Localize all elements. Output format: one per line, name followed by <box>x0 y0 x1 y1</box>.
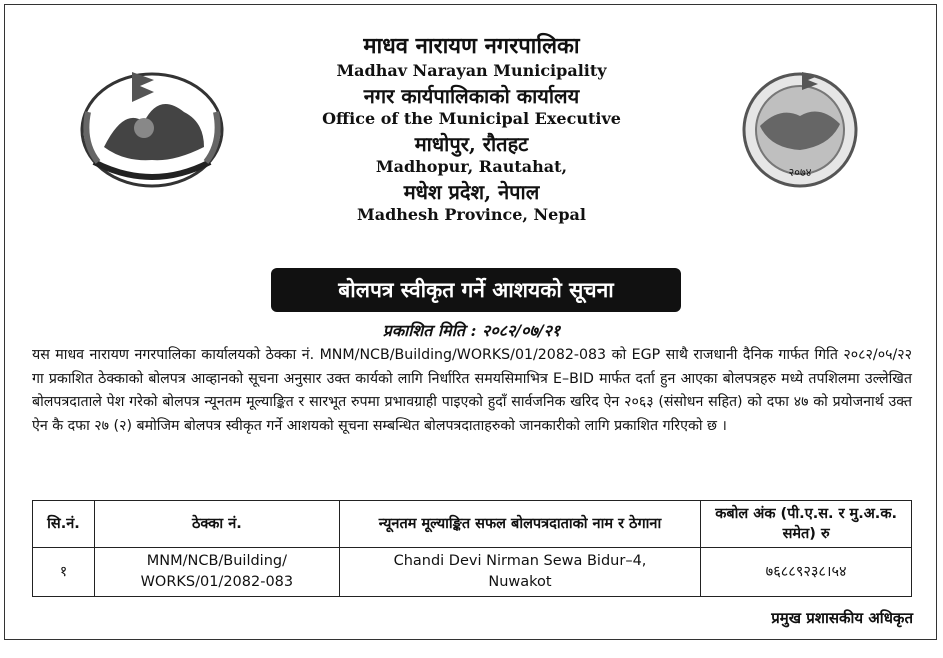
contract-no-line1: MNM/NCB/Building/ <box>146 553 287 569</box>
published-date: प्रकाशित मिति : २०८२/०७/२१ <box>382 321 561 340</box>
col-header-contract-no: ठेक्का नं. <box>94 501 339 548</box>
cell-sn: १ <box>33 548 95 597</box>
col-header-bidder: न्यूनतम मूल्याङ्कित सफल बोलपत्रदाताको नाम र ठेगाना <box>339 501 700 548</box>
province-np: मधेश प्रदेश, नेपाल <box>403 180 540 204</box>
table-row <box>33 548 912 597</box>
contract-no-line2: WORKS/01/2082-083 <box>140 574 294 590</box>
bidder-line2: Nuwakot <box>488 574 552 590</box>
cell-contract-no <box>94 548 339 597</box>
province-en: Madhesh Province, Nepal <box>357 205 586 224</box>
location-en: Madhopur, Rautahat, <box>375 157 568 176</box>
signature: प्रमुख प्रशासकीय अधिकृत <box>771 609 913 627</box>
municipality-name-np: माधव नारायण नगरपालिका <box>363 33 580 59</box>
table-header-row <box>33 501 912 548</box>
office-name-en: Office of the Municipal Executive <box>322 109 621 128</box>
bid-table <box>32 500 912 597</box>
cell-bidder <box>339 548 700 597</box>
header <box>0 32 943 228</box>
cell-amount: ७६८८९२३८।५४ <box>701 548 912 597</box>
notice-title: बोलपत्र स्वीकृत गर्ने आशयको सूचना <box>271 268 681 312</box>
location-np: माधोपुर, रौतहट <box>414 132 529 156</box>
bidder-line1: Chandi Devi Nirman Sewa Bidur–4, <box>393 553 647 569</box>
notice-body: यस माधव नारायण नगरपालिका कार्यालयको ठेक्का नं. MNM/NCB/Building/WORKS/01/2082-083 को EGP साथै राजधानी दैनिक गार्फत गिति २०८२/०५/२२ गा प्रकाशित ठेक्काको बोलपत्र आव्हानको सूचना अनुसार उक्त कार्यको लागि निर्धारित समयसिमाभित्र E–BID मार्फत दर्ता हुन आएका बोलपत्रहरु मध्ये तपशिलमा उल्लेखित बोलपत्रदाताले पेश गरेको बोलपत्र न्यूनतम मूल्याङ्कित र सारभूत रुपमा प्रभावग्राही पाइएको हुदाँ सार्वजनिक खरिद ऐन २०६३ (संसोधन सहित) को दफा ४७ को प्रयोजनार्थ उक्त ऐन कै दफा २७ (२) बमोजिम बोलपत्र स्वीकृत गर्ने आशयको सूचना सम्बन्धित बोलपत्रदाताहरुको जानकारीको लागि प्रकाशित गरिएको छ । <box>32 347 912 434</box>
office-name-np: नगर कार्यपालिकाको कार्यालय <box>363 84 580 108</box>
col-header-sn: सि.नं. <box>33 501 95 548</box>
col-header-amount: कबोल अंक (पी.ए.स. र मु.अ.क. समेत) रु <box>701 501 912 548</box>
seal-year: २०७४ <box>788 166 812 179</box>
municipality-name-en: Madhav Narayan Municipality <box>336 61 607 80</box>
